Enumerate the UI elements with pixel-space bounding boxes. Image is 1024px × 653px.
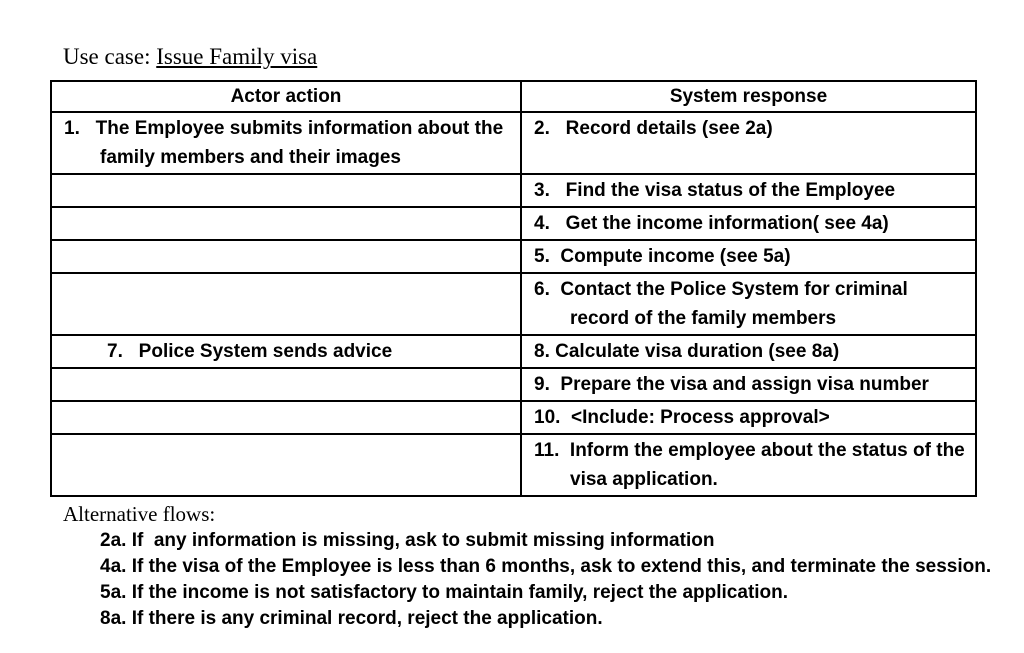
use-case-table-body [51, 112, 976, 496]
use-case-table [50, 80, 977, 497]
table-row [51, 112, 976, 174]
actor-action-cell [51, 368, 521, 401]
actor-action-cell [51, 207, 521, 240]
cell-text: 10. <Include: Process approval> [534, 407, 830, 428]
system-response-cell [521, 434, 976, 496]
table-row [51, 335, 976, 368]
system-response-cell [521, 335, 976, 368]
system-response-cell [521, 368, 976, 401]
system-response-cell [521, 240, 976, 273]
alternative-flow-item: 8a. If there is any criminal record, reject the application. [100, 608, 603, 629]
system-response-cell [521, 401, 976, 434]
actor-action-cell [51, 434, 521, 496]
table-row [51, 401, 976, 434]
table-row [51, 434, 976, 496]
alternative-flow-item: 4a. If the visa of the Employee is less than 6 months, ask to extend this, and terminate the session. [100, 556, 992, 577]
system-response-cell [521, 273, 976, 335]
cell-text: 1. The Employee submits information about the family members and their images [64, 118, 509, 168]
title-usecase-name: Issue Family visa [156, 44, 318, 69]
actor-action-cell [51, 112, 521, 174]
table-row [51, 240, 976, 273]
table-row [51, 174, 976, 207]
cell-text: 3. Find the visa status of the Employee [534, 180, 896, 201]
header-actor-action: Actor action [51, 81, 521, 112]
table-row [51, 368, 976, 401]
actor-action-cell [51, 174, 521, 207]
system-response-cell [521, 112, 976, 174]
table-row [51, 273, 976, 335]
actor-action-cell [51, 401, 521, 434]
alternative-flow-item: 5a. If the income is not satisfactory to maintain family, reject the application. [100, 582, 789, 603]
alternative-flows-heading: Alternative flows: [63, 502, 216, 526]
page-title [63, 44, 1024, 70]
alternative-flows-section [63, 501, 1024, 632]
cell-text: 4. Get the income information( see 4a) [534, 213, 889, 234]
system-response-cell [521, 207, 976, 240]
cell-text: 9. Prepare the visa and assign visa number [534, 374, 929, 395]
header-system-response: System response [521, 81, 976, 112]
cell-text: 8. Calculate visa duration (see 8a) [534, 341, 840, 362]
actor-action-cell [51, 273, 521, 335]
cell-text: 11. Inform the employee about the status of the visa application. [534, 440, 971, 490]
table-header-row [51, 81, 976, 112]
cell-text: 5. Compute income (see 5a) [534, 246, 791, 267]
actor-action-cell [51, 240, 521, 273]
title-prefix: Use case: [63, 44, 157, 69]
cell-text: 2. Record details (see 2a) [534, 118, 773, 139]
cell-text: 6. Contact the Police System for criminal record of the family members [534, 279, 914, 329]
system-response-cell [521, 174, 976, 207]
cell-text: 7. Police System sends advice [107, 341, 393, 362]
actor-action-cell [51, 335, 521, 368]
table-row [51, 207, 976, 240]
alternative-flows-list [63, 528, 1024, 632]
alternative-flow-item: 2a. If any information is missing, ask to submit missing information [100, 530, 715, 551]
